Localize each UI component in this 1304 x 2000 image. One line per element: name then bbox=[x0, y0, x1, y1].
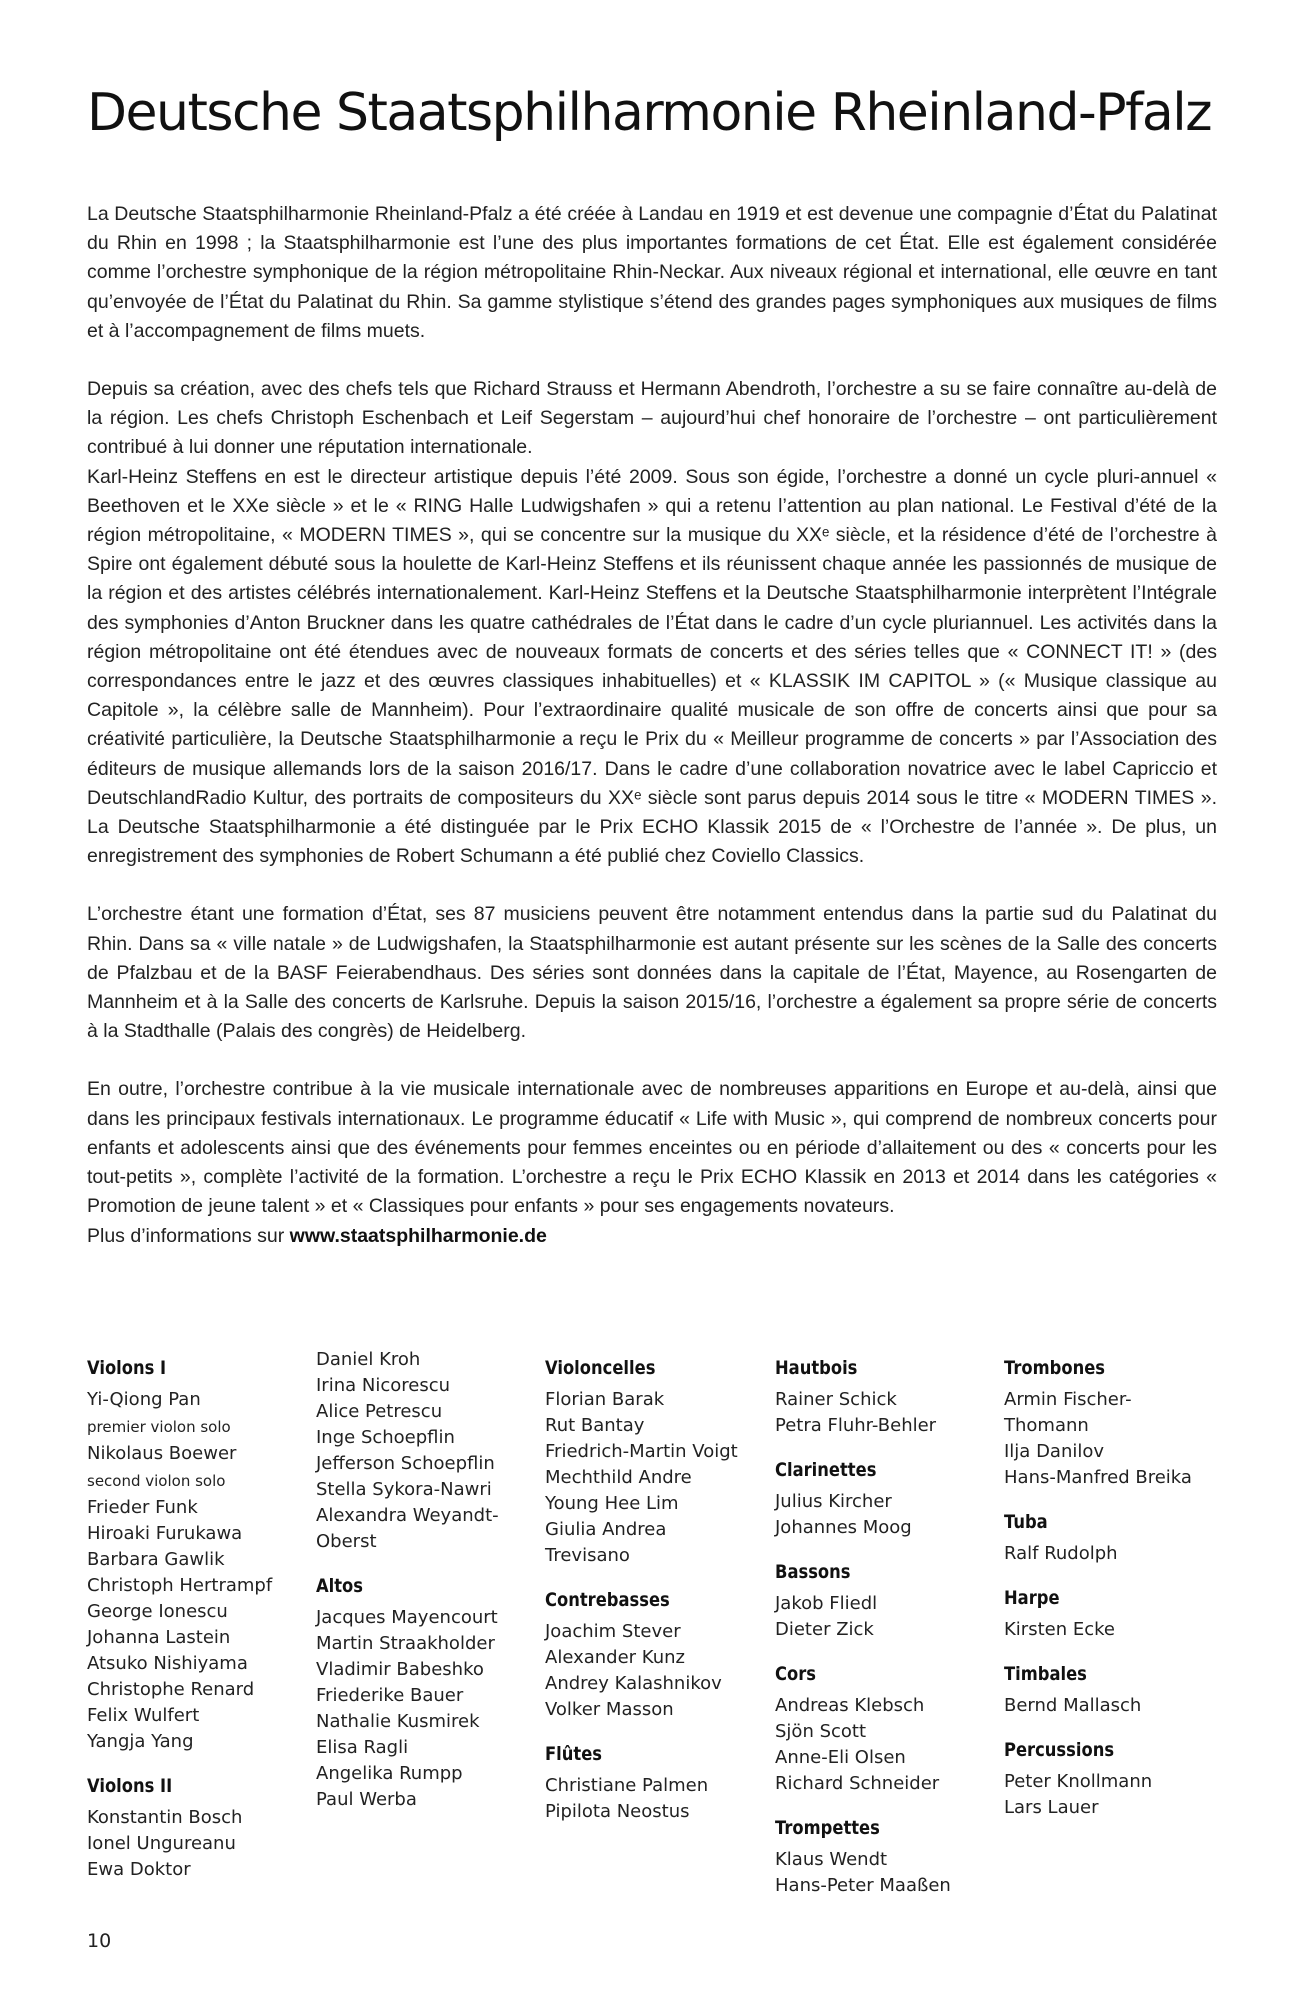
paragraph-intro: La Deutsche Staatsphilharmonie Rheinland-Pfalz a été créée à Landau en 1919 et est devenue une compagnie d’État du Palatinat du Rhin en 1998 ; la Staatsphilharmonie est l’une des plus importantes formations de cet État. Elle est également considérée comme l’orchestre symphonique de la région métropolitaine Rhin-Neckar. Aux niveaux régional et international, elle œuvre en tant qu’envoyée de l’État du Palatinat du Rhin. Sa gamme stylistique s’étend des grandes pages symphoniques aux musiques de films et à l’accompagnement de films muets. bbox=[87, 203, 1217, 342]
paragraph-history: Depuis sa création, avec des chefs tels que Richard Strauss et Hermann Abendroth, l’orchestre a su se faire connaître au-delà de la région. Les chefs Christoph Eschenbach et Leif Segerstam – aujourd’hui chef honoraire de l’orchestre – ont particulièrement contribué à lui donner une réputation internationale. bbox=[87, 378, 1217, 459]
section-heading: Clarinettes bbox=[775, 1459, 877, 1481]
section-flutes bbox=[545, 1741, 738, 1825]
musician-name: Rainer Schick bbox=[775, 1389, 897, 1410]
section-violons-2-continued bbox=[316, 1347, 499, 1555]
musician-name: Ewa Doktor bbox=[87, 1859, 191, 1880]
section-violons-2 bbox=[87, 1773, 272, 1883]
musician-name: Julius Kircher bbox=[775, 1491, 892, 1512]
section-trombones bbox=[1004, 1355, 1192, 1491]
musician-name: Daniel Kroh bbox=[316, 1349, 421, 1370]
more-info-line bbox=[87, 1222, 1217, 1251]
musician-name: Mechthild Andre bbox=[545, 1467, 692, 1488]
musician-name: Young Hee Lim bbox=[545, 1493, 679, 1514]
section-heading: Violoncelles bbox=[545, 1357, 656, 1379]
paragraph-director: Karl-Heinz Steffens en est le directeur artistique depuis l’été 2009. Sous son égide, l’orchestre a donné un cycle pluri-annuel « Beethoven et le XXe siècle » et le « RING Halle Ludwigshafen » qui a retenu l’attention au plan national. Le Festival d’été de la région métropolitaine, « MODERN TIMES », qui se concentre sur la musique du XXᵉ siècle, et la résidence d’été de l’orchestre à Spire ont également débuté sous la houlette de Karl-Heinz Steffens et ils réunissent chaque année les passionnés de musique de la région et des artistes célébrés internationalement. Karl-Heinz Steffens et la Deutsche Staatsphilharmonie interprètent l’Intégrale des symphonies d’Anton Bruckner dans les quatre cathédrales de l’État dans le cadre d’un cycle pluriannuel. Les activités dans la région métropolitaine ont été étendues avec de nouveaux formats de concerts et des séries telles que « CONNECT IT! » (des correspondances entre le jazz et des œuvres classiques inhabituelles) et « KLASSIK IM CAPITOL » (« Musique classique au Capitole », la célèbre salle de Mannheim). Pour l’extraordinaire qualité musicale de son offre de concerts ainsi que pour sa créativité particulière, la Deutsche Staatsphilharmonie a reçu le Prix du « Meilleur programme de concerts » par l’Association des éditeurs de musique allemands lors de la saison 2016/17. Dans le cadre d’une collaboration novatrice avec le label Capriccio et DeutschlandRadio Kultur, des portraits de compositeurs du XXᵉ siècle sont parus depuis 2014 sous le titre « MODERN TIMES ». La Deutsche Staatsphilharmonie a été distinguée par le Prix ECHO Klassik 2015 de « l’Orchestre de l’année ». De plus, un enregistrement des symphonies de Robert Schumann a été publié chez Coviello Classics. bbox=[87, 465, 1217, 868]
musician-name: Frieder Funk bbox=[87, 1497, 198, 1518]
musician-name: Vladimir Babeshko bbox=[316, 1659, 484, 1680]
musician-name: Dieter Zick bbox=[775, 1619, 874, 1640]
roster-column-5 bbox=[1004, 1355, 1192, 1839]
musician-name: Rut Bantay bbox=[545, 1415, 645, 1436]
musician-name: Konstantin Bosch bbox=[87, 1807, 243, 1828]
musician-name: Barbara Gawlik bbox=[87, 1549, 225, 1570]
musician-name: Friederike Bauer bbox=[316, 1685, 464, 1706]
musician-name: Kirsten Ecke bbox=[1004, 1619, 1115, 1640]
musician-name: Jefferson Schoepflin bbox=[316, 1453, 495, 1474]
roster-column-1 bbox=[87, 1355, 272, 1901]
section-bassons bbox=[775, 1559, 951, 1643]
musician-name: Felix Wulfert bbox=[87, 1705, 200, 1726]
musician-name: Johannes Moog bbox=[775, 1517, 912, 1538]
section-cors bbox=[775, 1661, 951, 1797]
musician-name: Alexander Kunz bbox=[545, 1647, 685, 1668]
musician-name: Christophe Renard bbox=[87, 1679, 255, 1700]
musician-name: Alexandra Weyandt- bbox=[316, 1505, 499, 1526]
musician-name: Oberst bbox=[316, 1531, 377, 1552]
section-heading: Flûtes bbox=[545, 1743, 603, 1765]
musician-name: Florian Barak bbox=[545, 1389, 665, 1410]
musician-name: Giulia Andrea bbox=[545, 1519, 667, 1540]
musician-name: Andreas Klebsch bbox=[775, 1695, 925, 1716]
musician-name: Volker Masson bbox=[545, 1699, 674, 1720]
section-clarinettes bbox=[775, 1457, 951, 1541]
musician-name: Andrey Kalashnikov bbox=[545, 1673, 722, 1694]
section-heading: Violons II bbox=[87, 1775, 173, 1797]
musician-name: Jakob Fliedl bbox=[775, 1593, 878, 1614]
musician-name: Peter Knollmann bbox=[1004, 1771, 1153, 1792]
musician-name: Yangja Yang bbox=[87, 1731, 194, 1752]
section-harpe bbox=[1004, 1585, 1192, 1643]
roster-column-2 bbox=[316, 1347, 499, 1831]
musician-name: Elisa Ragli bbox=[316, 1737, 409, 1758]
page-title: Deutsche Staatsphilharmonie Rheinland-Pfalz bbox=[87, 83, 1211, 143]
musician-name: Angelika Rumpp bbox=[316, 1763, 463, 1784]
musician-name: Thomann bbox=[1004, 1415, 1089, 1436]
musician-name: Hans-Peter Maaßen bbox=[775, 1875, 951, 1896]
musician-name: Sjön Scott bbox=[775, 1721, 867, 1742]
section-heading: Timbales bbox=[1004, 1663, 1087, 1685]
musician-name: Lars Lauer bbox=[1004, 1797, 1099, 1818]
section-heading: Contrebasses bbox=[545, 1589, 670, 1611]
musician-name: Hans-Manfred Breika bbox=[1004, 1467, 1192, 1488]
section-heading: Harpe bbox=[1004, 1587, 1060, 1609]
article bbox=[87, 78, 1217, 1251]
section-heading: Hautbois bbox=[775, 1357, 858, 1379]
musician-name: Petra Fluhr-Behler bbox=[775, 1415, 937, 1436]
section-percussions bbox=[1004, 1737, 1192, 1821]
section-heading: Tuba bbox=[1004, 1511, 1048, 1533]
section-heading: Trompettes bbox=[775, 1817, 880, 1839]
section-altos bbox=[316, 1573, 499, 1813]
page-number: 10 bbox=[87, 1930, 112, 1952]
musician-name: Joachim Stever bbox=[545, 1621, 681, 1642]
musician-name: Paul Werba bbox=[316, 1789, 417, 1810]
section-heading: Violons I bbox=[87, 1357, 167, 1379]
section-violoncelles bbox=[545, 1355, 738, 1569]
musician-name: Hiroaki Furukawa bbox=[87, 1523, 243, 1544]
roster-column-3 bbox=[545, 1355, 738, 1843]
musician-name: Martin Straakholder bbox=[316, 1633, 495, 1654]
website-link[interactable]: www.staatsphilharmonie.de bbox=[289, 1224, 547, 1247]
musician-name: Armin Fischer- bbox=[1004, 1389, 1132, 1410]
roster-column-4 bbox=[775, 1355, 951, 1917]
musician-name: Ilja Danilov bbox=[1004, 1441, 1105, 1462]
musician-name: Ionel Ungureanu bbox=[87, 1833, 236, 1854]
section-contrebasses bbox=[545, 1587, 738, 1723]
musician-name: Klaus Wendt bbox=[775, 1849, 888, 1870]
paragraph-international: En outre, l’orchestre contribue à la vie musicale internationale avec de nombreuses apparitions en Europe et au-delà, ainsi que dans les principaux festivals internationaux. Le programme éducatif « Life with Music », qui comprend de nombreux concerts pour enfants et adolescents ainsi que des événements pour femmes enceintes ou en période d’allaitement ou des « concerts pour les tout-petits », complète l’activité de la formation. L’orchestre a reçu le Prix ECHO Klassik en 2013 et 2014 dans les catégories « Promotion de jeune talent » et « Classiques pour enfants » pour ses engagements novateurs. bbox=[87, 1078, 1217, 1218]
musician-name: Inge Schoepflin bbox=[316, 1427, 455, 1448]
musician-role: premier violon solo bbox=[87, 1418, 231, 1436]
paragraph-venues: L’orchestre étant une formation d’État, ses 87 musiciens peuvent être notamment entendus dans la partie sud du Palatinat du Rhin. Dans sa « ville natale » de Ludwigshafen, la Staatsphilharmonie est autant présente sur les scènes de la Salle des concerts de Pfalzbau et de la BASF Feierabendhaus. Des séries sont données dans la capitale de l’État, Mayence, au Rosengarten de Mannheim et à la Salle des concerts de Karlsruhe. Depuis la saison 2015/16, l’orchestre a également sa propre série de concerts à la Stadthalle (Palais des congrès) de Heidelberg. bbox=[87, 903, 1217, 1043]
musician-name: George Ionescu bbox=[87, 1601, 228, 1622]
article-body bbox=[87, 200, 1217, 1251]
musician-name: Anne-Eli Olsen bbox=[775, 1747, 906, 1768]
musician-name: Christiane Palmen bbox=[545, 1775, 709, 1796]
musician-name: Irina Nicorescu bbox=[316, 1375, 451, 1396]
musician-role: second violon solo bbox=[87, 1472, 226, 1490]
musician-name: Alice Petrescu bbox=[316, 1401, 443, 1422]
musician-name: Christoph Hertrampf bbox=[87, 1575, 273, 1596]
musician-name: Atsuko Nishiyama bbox=[87, 1653, 248, 1674]
musician-name: Johanna Lastein bbox=[87, 1627, 231, 1648]
section-heading: Percussions bbox=[1004, 1739, 1115, 1761]
musician-name: Richard Schneider bbox=[775, 1773, 940, 1794]
section-violons-1 bbox=[87, 1355, 272, 1755]
musician-name: Yi-Qiong Pan bbox=[87, 1389, 201, 1410]
section-heading: Altos bbox=[316, 1575, 364, 1597]
musician-name: Ralf Rudolph bbox=[1004, 1543, 1118, 1564]
section-heading: Bassons bbox=[775, 1561, 851, 1583]
musician-name: Stella Sykora-Nawri bbox=[316, 1479, 492, 1500]
musician-name: Nikolaus Boewer bbox=[87, 1443, 237, 1464]
musician-name: Pipilota Neostus bbox=[545, 1801, 690, 1822]
musician-name: Jacques Mayencourt bbox=[316, 1607, 498, 1628]
musician-name: Trevisano bbox=[545, 1545, 630, 1566]
section-trompettes bbox=[775, 1815, 951, 1899]
musician-name: Bernd Mallasch bbox=[1004, 1695, 1142, 1716]
section-heading: Cors bbox=[775, 1663, 817, 1685]
section-timbales bbox=[1004, 1661, 1192, 1719]
section-tuba bbox=[1004, 1509, 1192, 1567]
section-heading: Trombones bbox=[1004, 1357, 1106, 1379]
musician-name: Friedrich-Martin Voigt bbox=[545, 1441, 738, 1462]
section-hautbois bbox=[775, 1355, 951, 1439]
more-info-prefix: Plus d’informations sur bbox=[87, 1224, 290, 1247]
musician-name: Nathalie Kusmirek bbox=[316, 1711, 480, 1732]
